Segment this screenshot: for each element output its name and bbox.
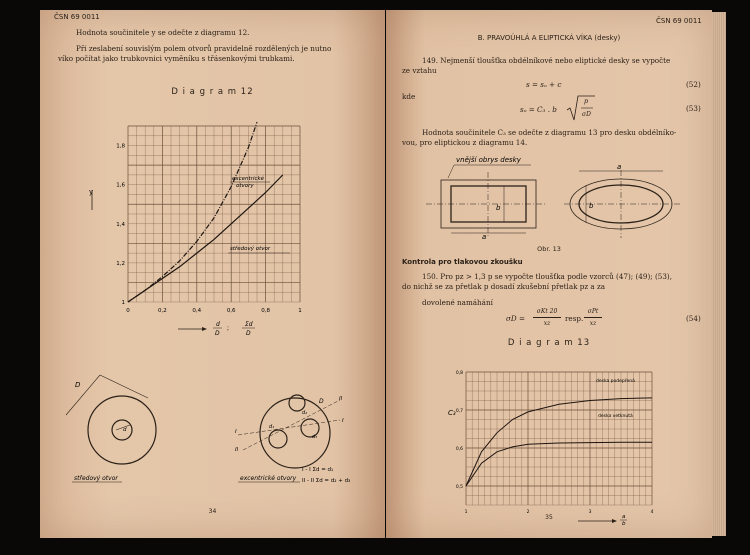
x-tick-label: 1 (464, 510, 468, 515)
y-tick-label: 0,5 (455, 485, 463, 490)
x-tick-label: 2 (526, 510, 530, 515)
fig-central-outer-circle (88, 396, 156, 464)
d12-grid (128, 126, 300, 302)
fig13-a: a (482, 233, 487, 241)
fig-ecc-d2: d₂ (302, 410, 308, 416)
fig-ecc-I-right: I (342, 418, 344, 424)
right-page (386, 10, 712, 538)
d12-xlabel-c: Σd (245, 321, 253, 328)
d12-xlabel-b: D (215, 330, 220, 337)
fig-ecc-II-left: II (235, 447, 239, 453)
eq52: s = sₒ + c (526, 80, 562, 89)
y-tick-label: 1 (121, 300, 125, 306)
section-title: B. PRAVOÚHLÁ A ELIPTICKÁ VÍKA (desky) (477, 34, 621, 42)
d12-label-eccentric-2: otvory (236, 183, 254, 189)
x-tick-label: 0,2 (158, 308, 167, 314)
d12-label-eccentric-1: excentrické (232, 176, 265, 182)
left-page (40, 10, 385, 538)
fig-ecc-I-left: I (235, 429, 237, 435)
fig-central-label: středový otvor (74, 475, 118, 482)
eq53: sₒ = C₃ . b (520, 105, 557, 114)
right-page-number: 35 (545, 514, 553, 521)
d13-label-clamped: deska vetknutá (598, 414, 633, 419)
d12-ticks (116, 144, 302, 314)
fig-ecc-hole-3 (289, 395, 305, 411)
fig-ecc-II-right: II (339, 396, 343, 402)
fig-ecc-axis-II (243, 400, 340, 450)
p150-line1: 150. Pro pz > 1,3 p se vypočte tloušťka podle vzorců (47); (49); (53), (422, 272, 673, 281)
eq53-number: (53) (686, 104, 701, 113)
fig13-outline-label: vnější obrys desky (456, 156, 521, 164)
left-figures (40, 365, 385, 510)
fig-central-hole (66, 375, 156, 482)
fig-central-dim-line2 (100, 375, 148, 398)
eq54-frac2-bot: xz (589, 320, 597, 327)
diagram12-chart (40, 102, 385, 342)
x-tick-label: 0,4 (192, 308, 202, 314)
diagram13-title: D i a g r a m 13 (507, 338, 591, 348)
x-tick-label: 0,6 (226, 308, 236, 314)
fig-ecc-d3: d₃ (312, 434, 318, 440)
fig-ecc-D: D (319, 398, 324, 405)
d13-label-supported: deska podepřená (596, 379, 635, 384)
y-tick-label: 1,8 (116, 143, 125, 150)
p2-line2: vou, pro eliptickou z diagramu 14. (402, 138, 528, 147)
left-header: ČSN 69 0011 (54, 13, 100, 21)
fig-ecc-outer-circle (260, 398, 330, 468)
left-para1-line2: víko počítat jako trubkovnici vyměníku s třásenkovými trubkami. (58, 54, 295, 63)
d12-x-arrowhead (202, 327, 207, 331)
d13-xlabel-a: a (622, 514, 626, 520)
x-tick-label: 0 (126, 308, 130, 314)
x-tick-label: 3 (588, 510, 592, 515)
eq54-number: (54) (686, 314, 701, 323)
y-tick-label: 0,6 (455, 447, 463, 452)
series-line-1 (128, 122, 257, 302)
p150-line2: do nichž se za přetlak p dosadí zkušební přetlak pz a za (402, 282, 606, 291)
fig-ecc-formula1: I - I Σd = d₁ (302, 467, 334, 473)
fig-ecc-d1: d₁ (269, 424, 275, 430)
fig-ecc-label: excentrické otvory (240, 475, 297, 482)
d13-y-axis-label: C₃ (448, 409, 456, 417)
fig-central-d: d (123, 427, 127, 433)
p149-line1: 149. Nejmenší tloušťka obdélníkové nebo eliptické desky se vypočte (422, 56, 671, 65)
x-tick-label: 1 (298, 308, 302, 314)
fig13 (386, 150, 712, 250)
x-tick-label: 0,8 (261, 308, 270, 314)
subsection-title: Kontrola pro tlakovou zkoušku (402, 258, 523, 266)
y-tick-label: 0,8 (455, 371, 463, 376)
eq54-frac1-top: σKt 20 (536, 308, 558, 315)
eq53-frac-bot: σD (582, 111, 591, 118)
d12-label-central: středový otvor (230, 246, 271, 252)
eq54-frac1-bot: xz (543, 320, 551, 327)
x-tick-label: 4 (650, 510, 654, 515)
right-header: ČSN 69 0011 (656, 17, 702, 25)
left-page-number: 34 (208, 508, 217, 515)
eq52-number: (52) (686, 80, 701, 89)
left-para1-line1: Při zeslabení souvislým polem otvorů pravidelně rozdělených je nutno (76, 44, 332, 53)
y-tick-label: 1,2 (116, 260, 125, 267)
fig13-a2: a (617, 163, 622, 171)
fig-eccentric-holes (235, 395, 350, 484)
fig-central-inner-circle (112, 420, 132, 440)
y-tick-label: 1,6 (116, 182, 125, 189)
eq53-frac-top: p (584, 97, 589, 105)
eq54-left: σD = (506, 314, 525, 323)
fig13-caption: Obr. 13 (537, 245, 561, 253)
fig-ecc-hole-1 (269, 430, 287, 448)
p2-line1: Hodnota součinitele C₃ se odečte z diagramu 13 pro desku obdélníko- (422, 128, 677, 137)
fig13-rect-outer (441, 180, 536, 228)
d13-grid (466, 372, 652, 505)
d12-xlabel-sep: ; (227, 325, 230, 332)
eq53-radical (566, 94, 596, 122)
page-edges (712, 12, 726, 536)
y-tick-label: 0,7 (455, 409, 463, 414)
fig13-outline-pointer (448, 165, 454, 178)
left-line1: Hodnota součinitele y se odečte z diagramu 12. (76, 28, 250, 37)
d12-xlabel-d: D (246, 330, 251, 337)
eq54-frac2-bar (584, 317, 602, 318)
eq54-frac1-bar (533, 317, 561, 318)
fig13-b2: b (589, 202, 594, 210)
d13-xlabel-b: b (622, 521, 626, 525)
kde: kde (402, 92, 416, 101)
fig13-b: b (496, 204, 501, 212)
y-tick-label: 1,4 (116, 221, 125, 228)
p150-line3: dovolené namáhání (422, 298, 493, 307)
fig-central-D: D (75, 381, 81, 389)
diagram13-chart (386, 355, 712, 525)
fig-ecc-axis-I (238, 420, 340, 435)
diagram12-title: D i a g r a m 12 (171, 87, 254, 97)
fig-ecc-formula2: II - II Σd = d₂ + d₃ (302, 478, 351, 484)
d12-y-axis-label: y (89, 188, 94, 196)
d12-xlabel-a: d (216, 321, 220, 328)
eq54-resp: resp. (565, 314, 584, 323)
eq54-frac2-top: σPt (587, 308, 599, 315)
p149-line2: ze vztahu (402, 66, 437, 75)
